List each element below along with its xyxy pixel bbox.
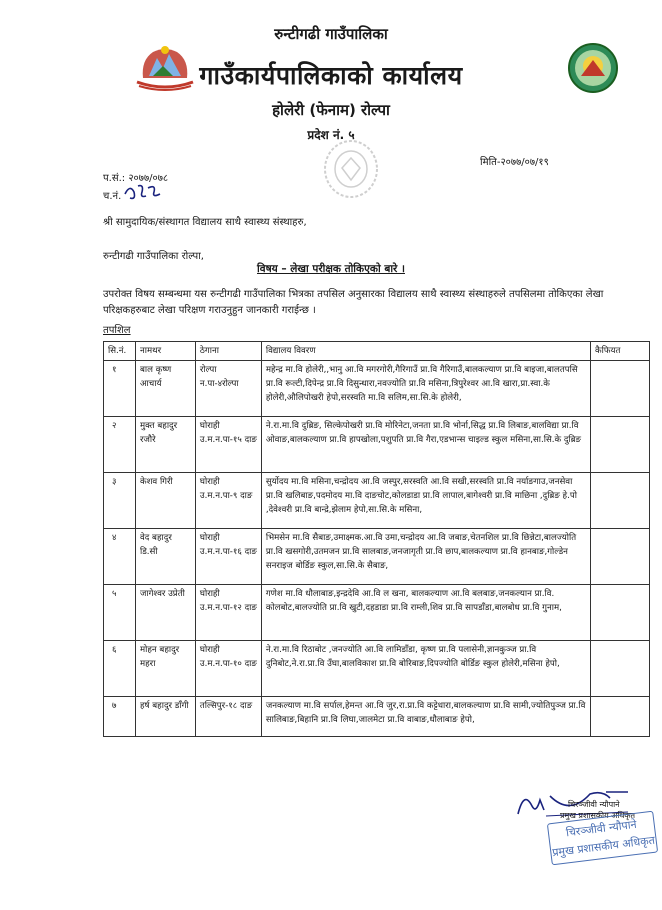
letter-date: मिति-२०७७/०७/१९: [480, 157, 549, 168]
table-row: [104, 641, 650, 697]
cell-details: गणेश मा.वि धौलाबाङ,इन्द्रदेवि आ.वि ल खना, बालकल्याण आ.वि बलबाङ,जनकल्यान प्रा.वि. कोलबोट,बालज्योति प्रा.वि खुटी,दहडाडा प्रा.वि राम्ली,शिव प्रा.वि सापडाँडा,बालबोध प्रा.वि गुनाम,: [261, 585, 590, 641]
subject-text: विषय – लेखा परीक्षक तोकिएको बारे ।: [257, 263, 405, 275]
cell-address: घोराही उ.म.न.पा-१६ दाङ: [195, 529, 261, 585]
cell-remarks: [591, 473, 650, 529]
stamp-name: चिरञ्जीवी न्यौपाने: [565, 817, 638, 840]
col-header-name: नामथर: [135, 342, 195, 361]
office-title: गाउँकार्यपालिकाको कार्यालय: [199, 61, 463, 90]
col-header-address: ठेगाना: [195, 342, 261, 361]
cell-address: घोराही उ.म.न.पा-९ दाङ: [195, 473, 261, 529]
table-row: [104, 473, 650, 529]
table-row: [104, 417, 650, 473]
cell-name: मुक्त बहादुर रजौरे: [135, 417, 195, 473]
cell-address: घोराही उ.म.न.पा-१० दाङ: [195, 641, 261, 697]
office-location: होलेरी (फेनाम) रोल्पा: [272, 101, 390, 119]
cell-name: वेद बहादुर डि.सी: [135, 529, 195, 585]
addressee: श्री सामुदायिक/संस्थागत विद्यालय साथै स्वास्थ्य संस्थाहरु,: [103, 217, 307, 228]
table-row: [104, 361, 650, 417]
cell-remarks: [591, 361, 650, 417]
auditor-assignment-table: [103, 341, 650, 737]
cell-address: रोल्पा न.पा-४रोल्पा: [195, 361, 261, 417]
cell-remarks: [591, 697, 650, 737]
cell-name: केशव गिरी: [135, 473, 195, 529]
cell-sn: ३: [104, 473, 136, 529]
signatory-name: चिरञ्जीवी न्यौपाने: [568, 800, 620, 809]
col-header-details: विद्यालय विवरण: [261, 342, 590, 361]
cell-sn: ७: [104, 697, 136, 737]
dispatch-number-handwritten: [122, 180, 164, 204]
cell-remarks: [591, 529, 650, 585]
stamp-title: प्रमुख प्रशासकीय अधिकृत: [551, 833, 656, 860]
letter-body: उपरोक्त विषय सम्बन्धमा यस रुन्टीगढी गाउँपालिका भित्रका तपसिल अनुसारका विद्यालय साथै स्वास्थ्य संस्थाहरुले तपसिलमा तोकिएका लेखा परिक्षकहरुबाट लेखा परिक्षण गराउनुहुन जानकारी गराईन्छ ।: [103, 289, 604, 316]
cell-address: घोराही उ.म.न.पा-१२ दाङ: [195, 585, 261, 641]
cell-sn: ४: [104, 529, 136, 585]
cell-details: ने.रा.मा.वि रिठाबोट ,जनज्योति आ.वि लामिडाँडा, कृष्ण प्रा.वि पलासेनी,ज्ञानकुञ्ज प्रा.वि दुनिबोट,ने.रा.प्रा.वि उँघा,बालविकाश प्रा.वि बोरिबाङ,दिपज्योति बोर्डिङ स्कुल होलेरी,मसिना हेपो,: [261, 641, 590, 697]
dispatch-seal-stamp: [322, 138, 380, 200]
letter-subject: [0, 262, 662, 276]
col-header-remarks: कैफियत: [591, 342, 650, 361]
table-row: [104, 529, 650, 585]
cell-sn: ६: [104, 641, 136, 697]
cell-name: बाल कृष्ण आचार्य: [135, 361, 195, 417]
cell-address: तल्सिपुर-१८ दाङ: [195, 697, 261, 737]
cell-sn: २: [104, 417, 136, 473]
dispatch-number-label: च.नं.: [103, 191, 122, 202]
cell-details: जनकल्याण मा.वि सर्पाल,हेमन्त आ.वि जुर,रा.प्रा.वि कट्टेधारा,बालकल्याण प्रा.वि सामी,ज्योतिपुञ्ज प्रा.वि सालिबाङ,बिहानि प्रा.वि लिघा,जालमेटा प्रा.वि वाबाङ,धौलाबाङ हेपो,: [261, 697, 590, 737]
province-label: प्रदेश नं. ५: [307, 128, 355, 142]
table-row: [104, 697, 650, 737]
cell-name: हर्ष बहादुर डाँगी: [135, 697, 195, 737]
cell-sn: ५: [104, 585, 136, 641]
cell-remarks: [591, 417, 650, 473]
cell-details: ने.रा.मा.वि दुब्रिङ, सिल्केपोखरी प्रा.वि मोरिनेटा,जनता प्रा.वि भोर्ना,सिद्ध प्रा.वि लिबाङ,बालविद्या प्रा.वि ओवाङ,बालकल्याण प्रा.वि हापखोला,पशुपति प्रा.वि गैरा,एडभान्स चाइल्ड स्कुल मसिना,सा.सि.के दुब्रिङ: [261, 417, 590, 473]
col-header-sn: सि.नं.: [104, 342, 136, 361]
annex-label: तपशिल: [103, 325, 131, 336]
cell-address: घोराही उ.म.न.पा-१५ दाङ: [195, 417, 261, 473]
cell-name: जागेश्वर उप्रेती: [135, 585, 195, 641]
table-row: [104, 585, 650, 641]
cell-details: सुर्योदय मा.वि मसिना,चन्द्रोदय आ.वि जस्पुर,सरस्वति आ.वि सखी,सरस्वति प्रा.वि नर्याङगाउ,जनसेवा प्रा.वि खलिबाङ,पदमोदय मा.वि दाङचोट,कोलडाडा प्रा.वि लापाल,बागेश्वरी प्रा.वि माछिना ,दुब्रिङ हे.पो ,देवेश्वरी प्रा.वि बान्द्रे,झेलाम हेपो,सा.सि.के मसिना,: [261, 473, 590, 529]
municipality-name: रुन्टीगढी गाउँपालिका: [274, 25, 388, 43]
cell-remarks: [591, 585, 650, 641]
cell-name: मोहन बहादुर महरा: [135, 641, 195, 697]
cell-sn: १: [104, 361, 136, 417]
signatory-title: प्रमुख प्रशासकीय अधिकृत: [560, 811, 636, 820]
cell-remarks: [591, 641, 650, 697]
cell-details: भिमसेन मा.वि सैबाङ,उमाक्ष्मक.आ.वि उमा,चन्द्रोदय आ.वि जबाङ,चेतनशिल प्रा.वि छिन्नेटा,बालज्योति प्रा.वि खसगोरी,उतमजन प्रा.वि सालबाङ,जनजागृती प्रा.वि छाप,बालकल्याण प्रा.वि हानबाङ,गोल्डेन सनराइज बोर्डिङ स्कुल,सा.सि.के सैबाङ,: [261, 529, 590, 585]
addressee-location: रुन्टीगढी गाउँपालिका रोल्पा,: [103, 251, 204, 262]
cell-details: महेन्द्र मा.वि होलेरी,,भानु आ.वि मगरगोरी,गैरिगाउँ प्रा.वि गैरिगाउँ,बालकल्याण प्रा.वि बाइजा,बालतपसि प्रा.वि रूल्टी,दिपेन्द्र प्रा.वि दिसुन्धारा,नवज्योति प्रा.वि मसिना,त्रिपुरेश्वर आ.वि खारा,प्रा.स्वा.के होलेरी,औलिपोखरी हेपो,सरस्वति मा.वि सलिम,सा.सि.के होलेरी,: [261, 361, 590, 417]
table-header-row: [104, 342, 650, 361]
reference-number: प.सं.: २०७७/०७८: [103, 173, 169, 184]
